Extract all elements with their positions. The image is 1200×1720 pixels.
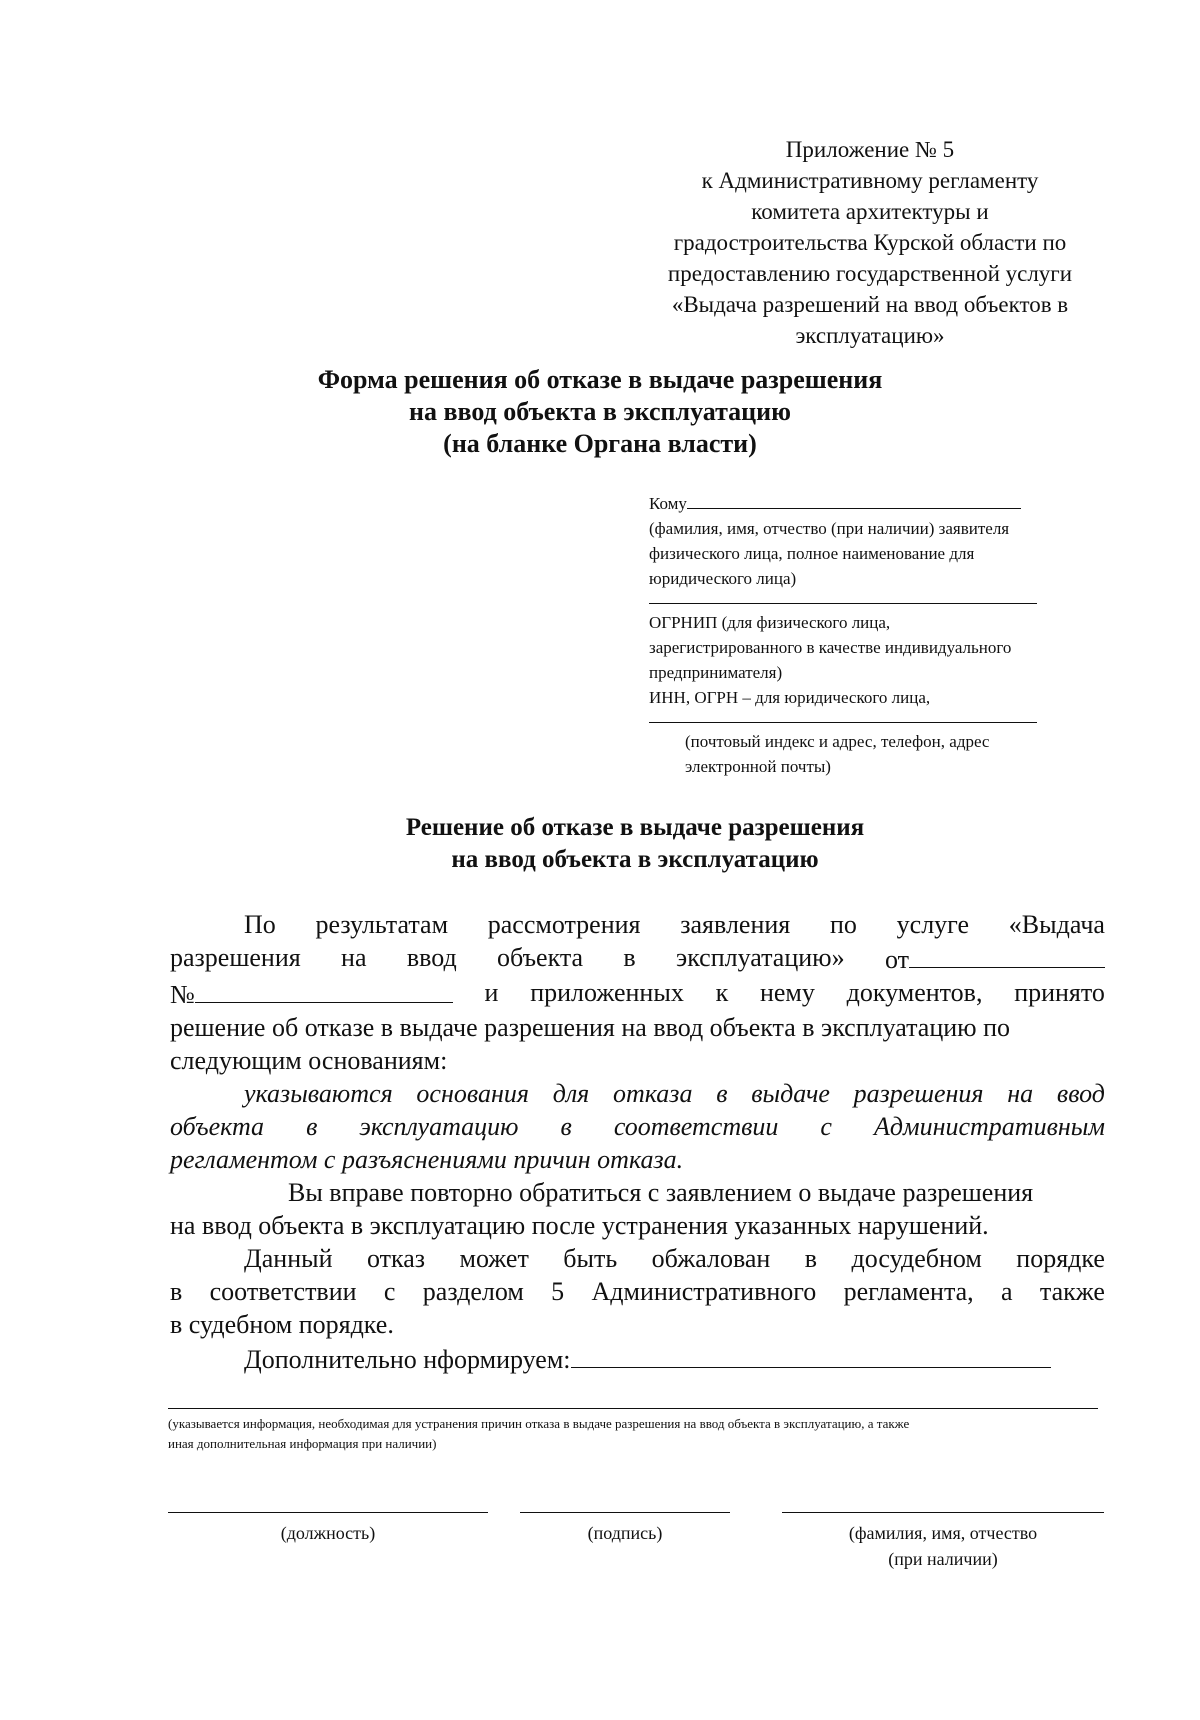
word: с [820,1112,832,1141]
body-line: решение об отказе в выдаче разрешения на ввод объекта в эксплуатацию по [170,1013,1011,1042]
recipient-to-row [649,490,1109,516]
body-line [170,1077,1105,1110]
appendix-line: «Выдача разрешений на ввод объектов в [671,292,1069,317]
word: к [715,978,729,1007]
recipient-name-note: юридического лица) [649,569,797,588]
decision-title-line: на ввод объекта в эксплуатацию [451,846,819,873]
form-title-line: на ввод объекта в эксплуатацию [408,397,792,426]
additional-info-field[interactable] [571,1341,1051,1368]
word: рассмотрения [487,910,641,939]
word: Данный [244,1244,333,1273]
recipient-address-field[interactable] [649,710,1037,723]
footnote-line: (указывается информация, необходимая для устранения причин отказа в выдаче разрешения на ввод объекта в эксплуатацию, а также [168,1416,910,1431]
word: ввод [406,943,457,972]
word: от [884,945,909,974]
recipient-ogrnip-note: зарегистрированного в качестве индивидуального [649,638,1012,657]
word: указываются [244,1079,393,1108]
recipient-name-note: (фамилия, имя, отчество (при наличии) заявителя [649,519,1010,538]
word: регламента, [843,1277,974,1306]
decision-title [0,812,1200,876]
word: ввод [1056,1079,1105,1108]
body-line [170,1275,1105,1308]
word: разделом [422,1277,524,1306]
application-number-field[interactable] [195,976,453,1003]
word: а [1001,1277,1013,1306]
word: эксплуатацию [359,1112,519,1141]
word: объекта [497,943,584,972]
number-row [170,976,453,1011]
word: услуге [896,910,970,939]
word: соответствии [209,1277,357,1306]
full-name-label-line: (фамилия, имя, отчество [848,1523,1038,1543]
decision-body [170,908,1105,1376]
recipient-ogrnip-note: ИНН, ОГРН – для юридического лица, [649,688,931,707]
body-line: следующим основаниям: [170,1046,448,1075]
form-title-line: Форма решения об отказе в выдаче разрешения [317,365,883,394]
appendix-line: Приложение № 5 [785,137,955,162]
body-line: на ввод объекта в эксплуатацию после устранения указанных нарушений. [170,1211,989,1240]
word: разрешения [170,943,301,972]
recipient-block [649,490,1109,779]
additional-info-label: Дополнительно нформируем: [244,1345,571,1374]
word: отказ [366,1244,426,1273]
word: По [244,910,276,939]
decision-title-line: Решение об отказе в выдаче разрешения [405,814,865,841]
form-title [0,364,1200,460]
word: заявления [680,910,791,939]
body-line [170,1242,1105,1275]
body-line: регламентом с разъяснениями причин отказа. [170,1145,684,1174]
application-date-field[interactable] [909,941,1105,968]
word: с [383,1277,396,1306]
appendix-line: к Административному регламенту [701,168,1039,193]
appendix-line: эксплуатацию» [795,323,945,348]
recipient-address-note: электронной почты) [685,757,831,776]
recipient-address-note: (почтовый индекс и адрес, телефон, адрес [685,732,990,751]
word: разрешения [853,1079,984,1108]
recipient-ogrnip-note: ОГРНИП (для физического лица, [649,613,891,632]
signature-field[interactable] [520,1512,730,1513]
word: может [459,1244,529,1273]
word: и [484,978,499,1007]
word: в [804,1244,818,1273]
word: досудебном [851,1244,982,1273]
body-line [170,976,1105,1011]
recipient-ogrnip-note: предпринимателя) [649,663,783,682]
body-line [170,908,1105,941]
word: приложенных [530,978,684,1007]
full-name-field[interactable] [782,1512,1104,1513]
word: в [716,1079,728,1108]
position-field[interactable] [168,1512,488,1513]
word: Административного [591,1277,817,1306]
word: порядке [1016,1244,1105,1273]
appendix-header [640,134,1100,351]
appendix-line: градостроительства Курской области по [673,230,1067,255]
word: выдаче [751,1079,830,1108]
word: в [623,943,636,972]
word: документов, [846,978,983,1007]
word: результатам [315,910,449,939]
footnote-line: иная дополнительная информация при наличии) [168,1436,437,1451]
word: Административным [873,1112,1105,1141]
appendix-line: предоставлению государственной услуги [667,261,1073,286]
word: обжалован [651,1244,771,1273]
word: отказа [613,1079,693,1108]
full-name-label [782,1520,1104,1572]
body-line: в судебном порядке. [170,1310,394,1339]
footnote [168,1414,1128,1454]
signature-label: (подпись) [587,1523,663,1543]
word: 5 [551,1277,565,1306]
word: основания [416,1079,529,1108]
word: в [306,1112,318,1141]
appendix-line: комитета архитектуры и [751,199,989,224]
word: эксплуатацию» [676,943,845,972]
body-line [170,1110,1105,1143]
number-sign: № [170,980,195,1009]
word: по [830,910,857,939]
form-title-line: (на бланке Органа власти) [443,429,757,458]
body-line: Вы вправе повторно обратиться с заявлением о выдаче разрешения [288,1178,1034,1207]
word: в [560,1112,572,1141]
recipient-to-field[interactable] [687,490,1021,509]
word: также [1039,1277,1105,1306]
word: объекта [170,1112,265,1141]
word: быть [563,1244,618,1273]
recipient-ogrnip-field[interactable] [649,591,1037,604]
additional-info-row [170,1341,1105,1376]
word: в [170,1277,183,1306]
body-line [170,941,1105,976]
recipient-to-label: Кому [649,494,687,513]
date-row [885,941,1105,976]
word: «Выдача [1008,910,1105,939]
word: нему [759,978,815,1007]
word: на [1007,1079,1034,1108]
word: на [341,943,367,972]
full-name-label-line: (при наличии) [888,1549,998,1569]
word: соответствии [613,1112,779,1141]
position-label: (должность) [280,1523,376,1543]
word: для [552,1079,590,1108]
recipient-name-note: физического лица, полное наименование для [649,544,975,563]
word: принято [1014,978,1105,1007]
additional-info-line[interactable] [168,1408,1098,1409]
